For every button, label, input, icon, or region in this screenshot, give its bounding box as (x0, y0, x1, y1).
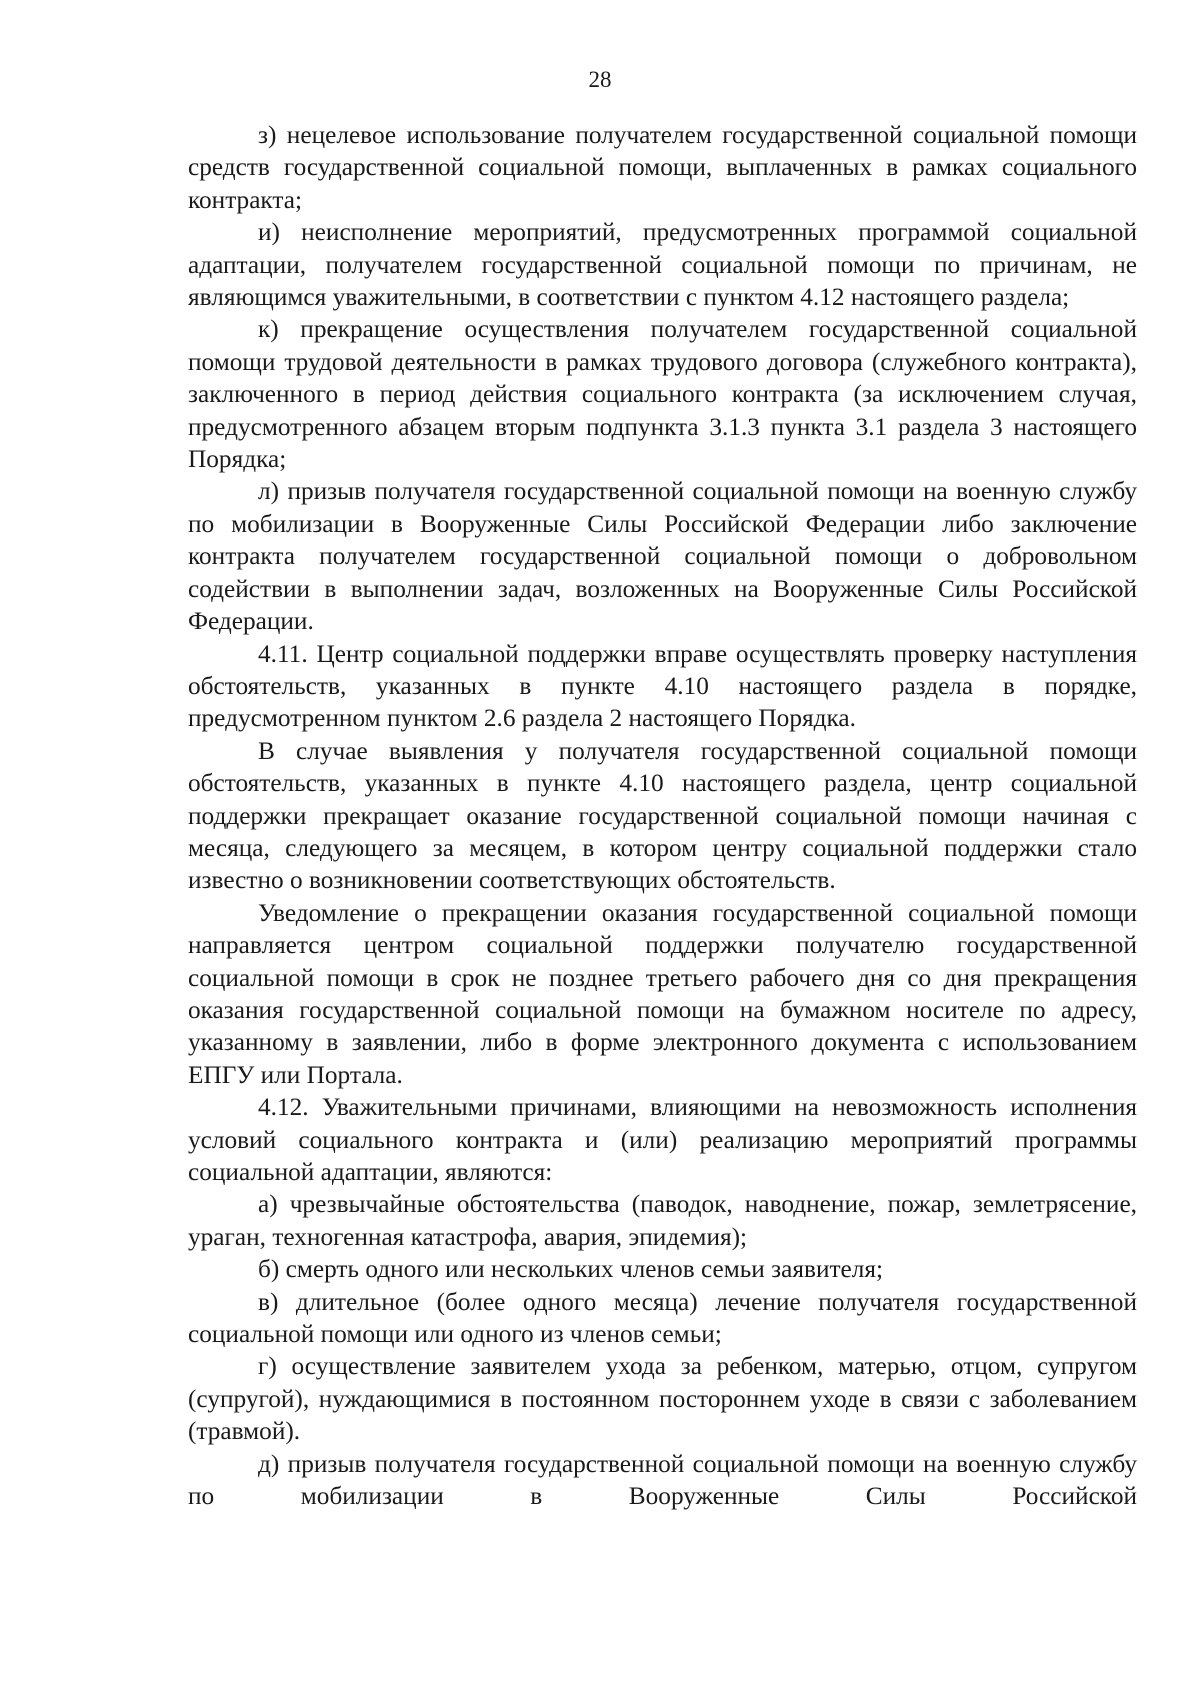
paragraph-d: д) призыв получателя государственной социальной помощи на военную службу по мобилизации в Вооруженные Силы Российской (188, 1449, 1137, 1511)
paragraph-termination: В случае выявления у получателя государственной социальной помощи обстоятельств, указанных в пункте 4.10 настоящего раздела, центр социальной поддержки прекращает оказание государственной социальной помощи начиная с месяца, следующего за месяцем, в котором центру социальной поддержки стало известно о возникновении соответствующих обстоятельств. (188, 736, 1137, 895)
paragraph-k: к) прекращение осуществления получателем государственной социальной помощи трудовой деятельности в рамках трудового договора (служебного контракта), заключенного в период действия социального контракта (за исключением случая, предусмотренного абзацем вторым подпункта 3.1.3 пункта 3.1 раздела 3 настоящего Порядка; (188, 315, 1137, 474)
paragraph-4-11: 4.11. Центр социальной поддержки вправе осуществлять проверку наступления обстоятельств, указанных в пункте 4.10 настоящего раздела в порядке, предусмотренном пунктом 2.6 раздела 2 настоящего Порядка. (188, 639, 1137, 733)
paragraph-a: а) чрезвычайные обстоятельства (паводок, наводнение, пожар, землетрясение, ураган, техногенная катастрофа, авария, эпидемия); (188, 1190, 1137, 1251)
paragraph-b: б) смерть одного или нескольких членов семьи заявителя; (258, 1255, 884, 1284)
paragraph-z: з) нецелевое использование получателем государственной социальной помощи средств государственной социальной помощи, выплаченных в рамках социального контракта; (188, 121, 1137, 214)
paragraph-v: в) длительное (более одного месяца) лечение получателя государственной социальной помощи или одного из членов семьи; (188, 1287, 1137, 1349)
page-number: 28 (588, 67, 612, 92)
paragraph-l: л) призыв получателя государственной социальной помощи на военную службу по мобилизации в Вооруженные Силы Российской Федерации либо заключение контракта получателем государственной социальной помощи о добровольном содействии в выполнении задач, возложенных на Вооруженные Силы Российской Федерации. (188, 477, 1137, 636)
document-body (188, 119, 1137, 1512)
paragraph-notification: Уведомление о прекращении оказания государственной социальной помощи направляется центром социальной поддержки получателю государственной социальной помощи в срок не позднее третьего рабочего дня со дня прекращения оказания государственной социальной помощи на бумажном носителе по адресу, указанному в заявлении, либо в форме электронного документа с использованием ЕПГУ или Портала. (188, 898, 1137, 1089)
paragraph-4-12: 4.12. Уважительными причинами, влияющими на невозможность исполнения условий социального контракта и (или) реализацию мероприятий программы социальной адаптации, являются: (188, 1093, 1137, 1186)
paragraph-i: и) неисполнение мероприятий, предусмотренных программой социальной адаптации, получателем государственной социальной помощи по причинам, не являющимся уважительными, в соответствии с пунктом 4.12 настоящего раздела; (188, 218, 1137, 312)
paragraph-g: г) осуществление заявителем ухода за ребенком, матерью, отцом, супругом (супругой), нуждающимися в постоянном постороннем уходе в связи с заболеванием (травмой). (188, 1352, 1137, 1446)
